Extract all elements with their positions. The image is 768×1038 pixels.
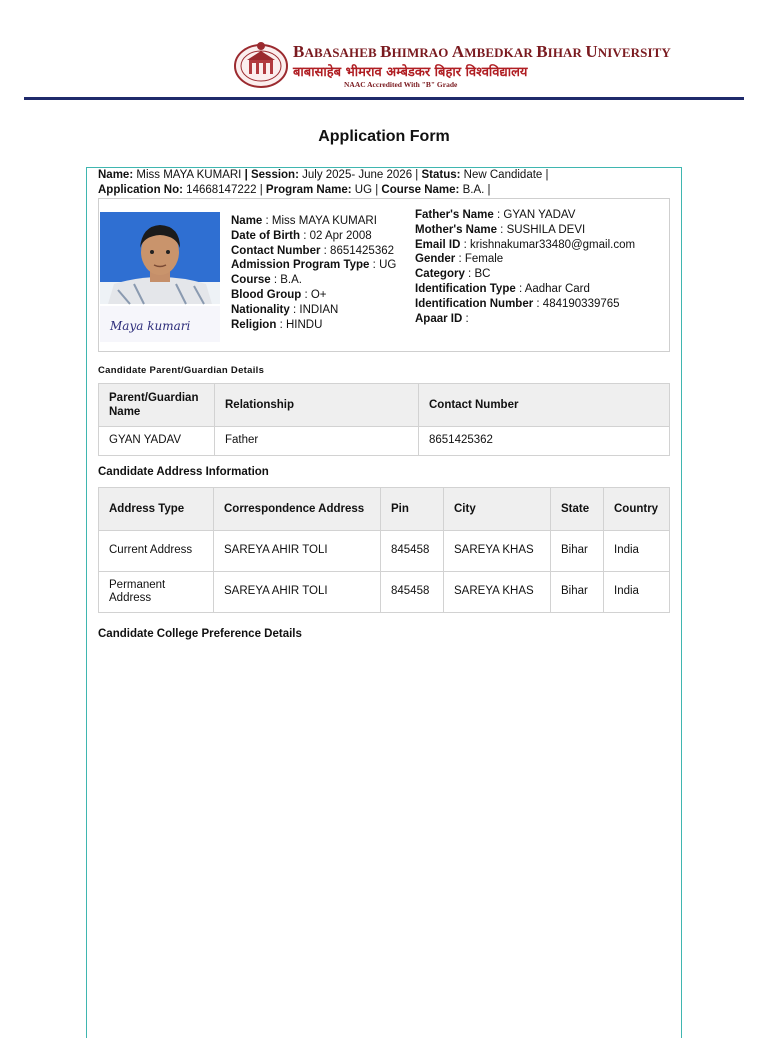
application-summary: Name: Miss MAYA KUMARI | Session: July 2025- June 2026 | Status: New Candidate | Application No: 14668147222 | Program Name: UG | Course Name: B.A. | bbox=[98, 169, 549, 196]
table-header-row bbox=[99, 488, 670, 531]
table-cell: 845458 bbox=[381, 572, 444, 613]
column-header: Relationship bbox=[215, 384, 419, 427]
table-cell: GYAN YADAV bbox=[99, 427, 215, 456]
table-cell: India bbox=[604, 531, 670, 572]
table-cell: SAREYA KHAS bbox=[444, 531, 551, 572]
field-category: Category : BC bbox=[415, 268, 491, 281]
column-header: State bbox=[551, 488, 604, 531]
field-email-id: Email ID : krishnakumar33480@gmail.com bbox=[415, 238, 636, 251]
field-date-of-birth: Date of Birth : 02 Apr 2008 bbox=[231, 229, 372, 242]
table-cell: SAREYA AHIR TOLI bbox=[214, 531, 381, 572]
column-header: Correspondence Address bbox=[214, 488, 381, 531]
address-section-heading: Candidate Address Information bbox=[98, 466, 269, 478]
column-header: City bbox=[444, 488, 551, 531]
column-header: Pin bbox=[381, 488, 444, 531]
university-name-hindi: बाबासाहेब भीमराव अम्बेडकर बिहार विश्वविद्यालय bbox=[293, 65, 528, 80]
signature-text: Maya kumari bbox=[110, 319, 191, 333]
field-admission-program-type: Admission Program Type : UG bbox=[231, 259, 397, 272]
field-nationality: Nationality : INDIAN bbox=[231, 303, 339, 316]
field-religion: Religion : HINDU bbox=[231, 318, 323, 331]
column-header: Parent/Guardian Name bbox=[99, 384, 215, 427]
university-seal-icon bbox=[233, 40, 289, 88]
table-cell: Permanent Address bbox=[99, 572, 214, 613]
header-rule bbox=[24, 97, 744, 100]
guardian-table bbox=[98, 383, 670, 456]
field-contact-number: Contact Number : 8651425362 bbox=[231, 244, 395, 257]
page-title: Application Form bbox=[318, 128, 450, 145]
column-header: Country bbox=[604, 488, 670, 531]
page-header bbox=[0, 0, 768, 102]
field-name: Name : Miss MAYA KUMARI bbox=[231, 215, 377, 227]
table-cell: Father bbox=[215, 427, 419, 456]
candidate-profile-card bbox=[98, 198, 670, 352]
profile-details-left bbox=[231, 214, 421, 332]
candidate-photo bbox=[100, 212, 220, 342]
table-cell: Bihar bbox=[551, 572, 604, 613]
table-cell: 8651425362 bbox=[419, 427, 670, 456]
college-preference-heading: Candidate College Preference Details bbox=[98, 628, 302, 640]
accreditation-text: NAAC Accredited With "B" Grade bbox=[344, 80, 458, 89]
table-row bbox=[99, 572, 670, 613]
table-row bbox=[99, 427, 670, 456]
table-cell: SAREYA KHAS bbox=[444, 572, 551, 613]
university-name-english: BABASAHEB BHIMRAO AMBEDKAR BIHAR UNIVERSITY bbox=[293, 42, 671, 61]
field-mothers-name: Mother's Name : SUSHILA DEVI bbox=[415, 223, 586, 236]
table-row bbox=[99, 531, 670, 572]
column-header: Contact Number bbox=[419, 384, 670, 427]
table-cell: SAREYA AHIR TOLI bbox=[214, 572, 381, 613]
field-gender: Gender : Female bbox=[415, 253, 504, 266]
table-cell: Bihar bbox=[551, 531, 604, 572]
address-table bbox=[98, 487, 670, 613]
field-blood-group: Blood Group : O+ bbox=[231, 288, 327, 301]
field-apaar-id: Apaar ID : bbox=[415, 312, 469, 325]
guardian-section-heading: Candidate Parent/Guardian Details bbox=[98, 365, 265, 376]
field-course: Course : B.A. bbox=[231, 274, 302, 287]
table-cell: Current Address bbox=[99, 531, 214, 572]
table-header-row bbox=[99, 384, 670, 427]
table-cell: 845458 bbox=[381, 531, 444, 572]
table-cell: India bbox=[604, 572, 670, 613]
field-identification-number: Identification Number : 484190339765 bbox=[415, 297, 620, 310]
field-fathers-name: Father's Name : GYAN YADAV bbox=[415, 209, 576, 221]
field-identification-type: Identification Type : Aadhar Card bbox=[415, 282, 590, 295]
profile-details-right bbox=[415, 208, 665, 326]
column-header: Address Type bbox=[99, 488, 214, 531]
